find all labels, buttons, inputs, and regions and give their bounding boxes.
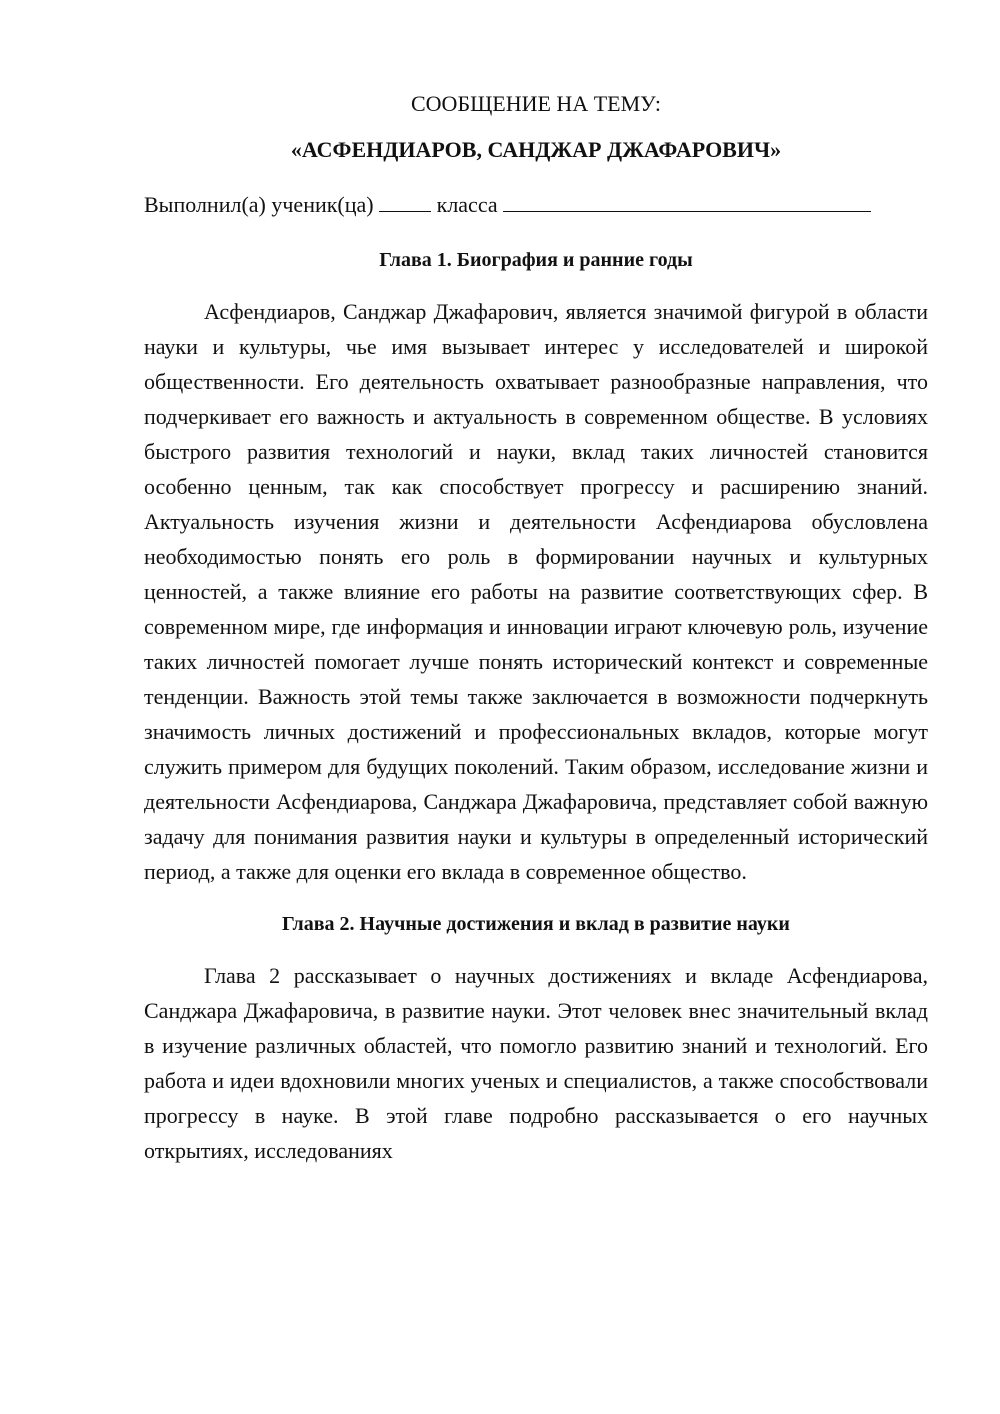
document-title-name: «АСФЕНДИАРОВ, САНДЖАР ДЖАФАРОВИЧ» xyxy=(290,137,782,162)
student-name-blank-field[interactable] xyxy=(503,191,871,212)
byline-prefix: Выполнил(а) ученик(ца) xyxy=(144,192,374,217)
chapter2-paragraph: Глава 2 рассказывает о научных достижениях и вкладе Асфендиарова, Санджара Джафаровича, в развитие науки. Этот человек внес значительный вклад в изучение различных областей, что помогло развитию знаний и технологий. Его работа и идеи вдохновили многих ученых и специалистов, а также способствовали прогрессу в науке. В этой главе подробно рассказывается о его научных открытиях, исследованиях xyxy=(144,963,928,1163)
byline-class-label: класса xyxy=(436,192,498,217)
document-title-topic: СООБЩЕНИЕ НА ТЕМУ: xyxy=(411,91,661,116)
byline xyxy=(144,191,928,219)
chapter1-paragraph: Асфендиаров, Санджар Джафарович, является значимой фигурой в области науки и культуры, чье имя вызывает интерес у исследователей и широкой общественности. Его деятельность охватывает разнообразные направления, что подчеркивает его важность и актуальность в современном обществе. В условиях быстрого развития технологий и науки, вклад таких личностей становится особенно ценным, так как способствует прогрессу и расширению знаний. Актуальность изучения жизни и деятельности Асфендиарова обусловлена необходимостью понять его роль в формировании научных и культурных ценностей, а также влияние его работы на развитие соответствующих сфер. В современном мире, где информация и инновации играют ключевую роль, изучение таких личностей помогает лучше понять исторический контекст и современные тенденции. Важность этой темы также заключается в возможности подчеркнуть значимость личных достижений и профессиональных вкладов, которые могут служить примером для будущих поколений. Таким образом, исследование жизни и деятельности Асфендиарова, Санджара Джафаровича, представляет собой важную задачу для понимания развития науки и культуры в определенный исторический период, а также для оценки его вклада в современное общество. xyxy=(144,299,928,884)
document-page xyxy=(144,90,928,1168)
chapter1-heading: Глава 1. Биография и ранние годы xyxy=(379,249,693,271)
chapter2-heading: Глава 2. Научные достижения и вклад в развитие науки xyxy=(282,913,790,935)
grade-blank-field[interactable] xyxy=(379,191,431,212)
